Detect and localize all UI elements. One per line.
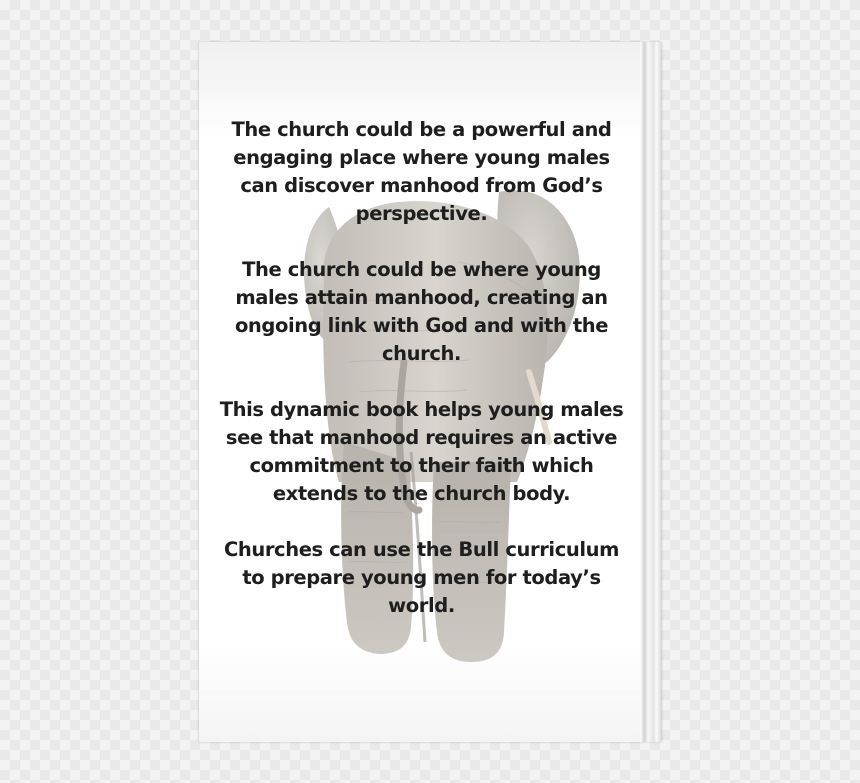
back-cover-paragraph-2: The church could be where young males attain manhood, creating an ongoing link with God and with the church. [234, 258, 609, 365]
back-cover-paragraph-1: The church could be a powerful and engaging place where young males can discover manhood from God’s perspective. [231, 118, 612, 225]
book-spine [644, 42, 661, 742]
back-cover-paragraph-4: Churches can use the Bull curriculum to prepare young men for today’s world. [223, 538, 620, 617]
back-cover-paragraph-3: This dynamic book helps young males see that manhood requires an active commitment to their faith which extends to the church body. [219, 398, 624, 505]
back-cover-text [219, 116, 624, 620]
book-back-cover [199, 42, 661, 742]
cover-page [199, 42, 644, 742]
